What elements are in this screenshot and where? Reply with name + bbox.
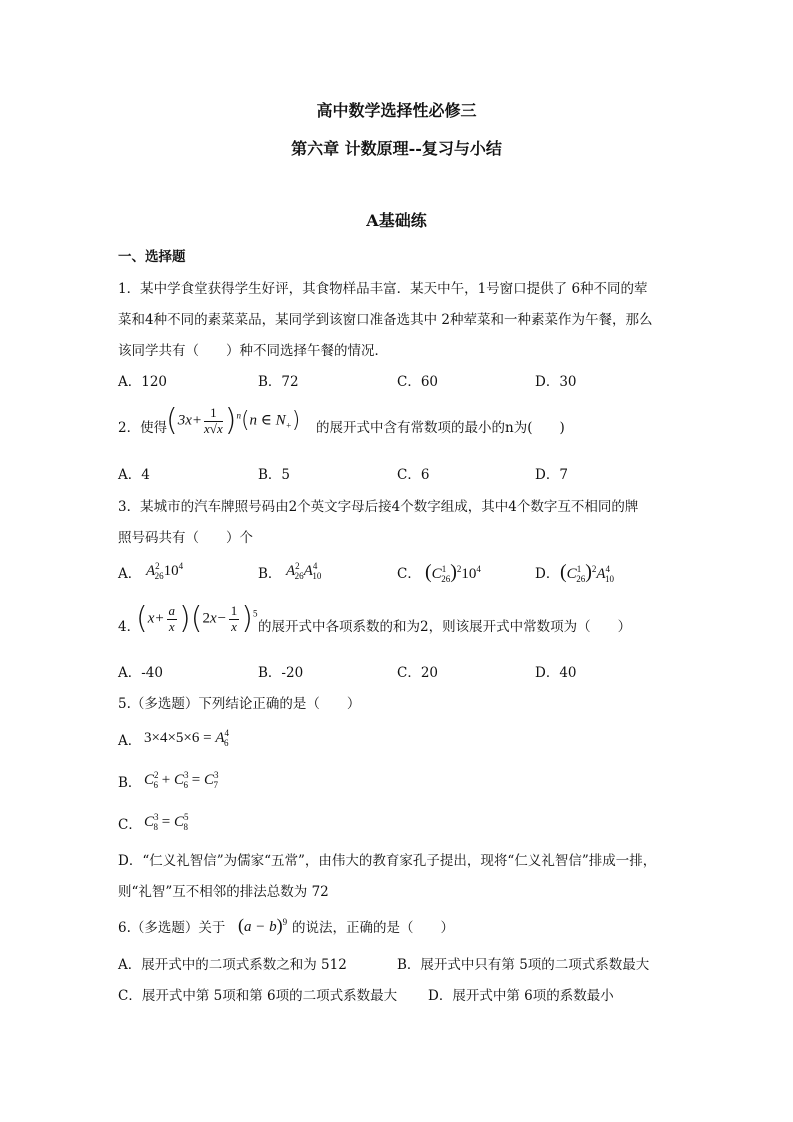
- q4-option-d: D．40: [535, 665, 577, 681]
- q6-option-d: D．展开式中第 6项的系数最小: [428, 988, 614, 1004]
- q3-stem-line1: 3．某城市的汽车牌照号码由2个英文字母后接4个数字组成，其中4个数字互不相同的牌: [118, 499, 639, 515]
- q1-stem-line3: 该同学共有（ ）种不同选择午餐的情况．: [118, 343, 388, 359]
- q3-option-d-label: D．: [535, 566, 560, 582]
- part-heading: 一、选择题: [118, 249, 186, 265]
- section-heading: A基础练: [366, 211, 427, 230]
- q5-stem: 5.（多选题）下列结论正确的是（ ）: [118, 696, 361, 712]
- q2-suffix: 的展开式中含有常数项的最小的n为( ): [316, 420, 565, 436]
- q2-prefix: 2．使得: [118, 420, 168, 436]
- q3-option-c-formula: $(C^1_{26})^210^4$: [425, 561, 481, 584]
- q3-option-a-formula: $A^2_{26}10^4$: [146, 561, 184, 581]
- q5-option-d-line2: 则“礼智”互不相邻的排法总数为 72: [118, 884, 329, 900]
- q5-option-a-formula: $3\times 4\times 5\times 6 = A^4_6$: [144, 728, 230, 748]
- q4-option-b: B．-20: [258, 665, 304, 681]
- q4-prefix: 4．: [118, 619, 141, 635]
- chapter-subtitle: 第六章 计数原理--复习与小结: [291, 139, 502, 158]
- q1-stem-line2: 菜和4种不同的素菜菜品，某同学到该窗口准备选其中 2种荤菜和一种素菜作为午餐，那么: [118, 312, 653, 328]
- q6-suffix: 的说法，正确的是（ ）: [292, 920, 454, 936]
- q6-option-a: A．展开式中的二项式系数之和为 512: [118, 957, 347, 973]
- q3-option-b-formula: $A^2_{26}A^4_{10}$: [286, 561, 322, 581]
- q1-option-b: B．72: [258, 374, 299, 390]
- q1-option-d: D．30: [535, 374, 577, 390]
- q5-option-c-formula: $C^3_8 = C^5_8$: [144, 812, 189, 832]
- q3-option-d-formula: $(C^1_{26})^2A^4_{10}$: [560, 561, 615, 584]
- q2-option-b: B．5: [258, 467, 291, 483]
- q4-option-a: A．-40: [118, 665, 163, 681]
- q4-option-c: C．20: [397, 665, 439, 681]
- q4-formula: (x+ $\frac{a}{x}$ )(2x− $\frac{1}{x}$ )$^5$: [136, 601, 258, 636]
- q3-stem-line2: 照号码共有（ ）个: [118, 530, 253, 546]
- q5-option-c-label: C．: [118, 817, 142, 833]
- q5-option-a-label: A．: [118, 733, 142, 749]
- q2-option-c: C．6: [397, 467, 430, 483]
- q4-suffix: 的展开式中各项系数的和为2，则该展开式中常数项为（ ）: [258, 619, 632, 635]
- q2-option-d: D．7: [535, 467, 568, 483]
- document-title: 高中数学选择性必修三: [316, 101, 477, 120]
- q5-option-d-line1: D．“仁义礼智信”为儒家“五常”，由伟大的教育家孔子提出，现将“仁义礼智信”排成一排，: [118, 853, 657, 869]
- q6-option-c: C．展开式中第 5项和第 6项的二项式系数最大: [118, 988, 398, 1004]
- q6-prefix: 6.（多选题）关于: [118, 920, 226, 936]
- q6-option-b: B．展开式中只有第 5项的二项式系数最大: [397, 957, 650, 973]
- q3-option-c-label: C．: [397, 566, 421, 582]
- q5-option-b-label: B．: [118, 775, 142, 791]
- q2-option-a: A．4: [118, 467, 150, 483]
- q1-stem-line1: 1．某中学食堂获得学生好评，其食物样品丰富．某天中午，1号窗口提供了 6种不同的荤: [118, 281, 648, 297]
- q6-formula: $(a - b)^9$: [238, 915, 288, 935]
- q3-option-b-label: B．: [258, 566, 282, 582]
- q1-option-c: C．60: [397, 374, 439, 390]
- q2-formula: (3x+ $\frac{1}{x√x}$ )$^n$(n ∈ $N_+$): [166, 403, 301, 438]
- q1-option-a: A．120: [118, 374, 168, 390]
- q3-option-a-label: A．: [118, 566, 142, 582]
- q5-option-b-formula: $C^2_6 + C^3_6 = C^3_7$: [144, 770, 219, 790]
